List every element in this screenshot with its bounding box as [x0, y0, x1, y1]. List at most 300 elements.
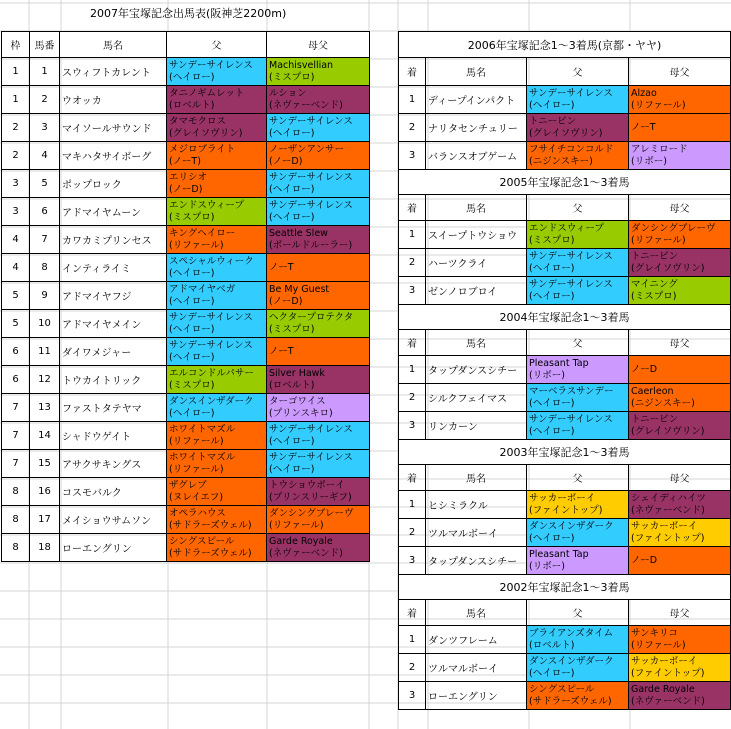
sire-cell — [167, 114, 267, 142]
sire-cell-lineage: (ヌレイエフ) — [169, 491, 224, 503]
header-waku: 枠 — [2, 32, 30, 58]
horse-name-cell: マキハタサイボーグ — [60, 142, 167, 170]
section-title-row — [399, 170, 731, 195]
sire-cell-name: オペラハウス — [169, 507, 226, 519]
header-rank: 着 — [399, 330, 426, 356]
dam-sire-cell — [267, 254, 370, 282]
dam-sire-cell-lineage: (ヘイロー) — [269, 211, 315, 223]
dam-sire-cell-lineage: (ヘイロー) — [269, 435, 315, 447]
waku-cell: 7 — [2, 394, 30, 422]
dam-sire-cell-lineage: (ノーD) — [269, 155, 303, 167]
dam-sire-cell-lineage: (リファール) — [631, 99, 686, 111]
waku-cell: 8 — [2, 478, 30, 506]
sire-cell — [527, 142, 629, 170]
dam-sire-cell-name: サンデーサイレンス — [269, 115, 353, 127]
dam-sire-cell-lineage: (ファイントップ) — [631, 532, 705, 544]
header-dam-sire: 母父 — [629, 465, 731, 491]
sire-cell — [527, 412, 629, 440]
sire-cell-lineage: (ヘイロー) — [529, 290, 575, 302]
sire-cell-lineage: (ヘイロー) — [529, 532, 575, 544]
dam-sire-cell-name: トニービン — [631, 250, 679, 262]
horse-name-cell: スウィフトカレント — [60, 58, 167, 86]
dam-sire-cell-lineage: (グレイソヴリン) — [631, 262, 705, 274]
waku-cell: 2 — [2, 142, 30, 170]
horse-number-cell: 9 — [30, 282, 60, 310]
result-row — [399, 412, 731, 440]
entry-row — [2, 198, 370, 226]
dam-sire-cell — [267, 450, 370, 478]
dam-sire-cell-lineage: (リファール) — [631, 234, 686, 246]
rank-cell: 2 — [399, 249, 426, 277]
sire-cell-lineage: (ヘイロー) — [169, 407, 215, 419]
sire-cell-lineage: (ヘイロー) — [169, 71, 215, 83]
horse-number-cell: 7 — [30, 226, 60, 254]
dam-sire-cell — [629, 491, 731, 519]
waku-cell: 4 — [2, 254, 30, 282]
horse-name-cell: ゼンノロブロイ — [426, 277, 527, 305]
dam-sire-cell — [629, 682, 731, 710]
horse-number-cell: 2 — [30, 86, 60, 114]
horse-name-cell: アサクサキングス — [60, 450, 167, 478]
header-sire: 父 — [527, 330, 629, 356]
waku-cell: 5 — [2, 310, 30, 338]
rank-cell: 3 — [399, 682, 426, 710]
sire-cell-lineage: (サドラーズウェル) — [169, 547, 252, 559]
sire-cell-lineage: (ニジンスキー) — [529, 155, 593, 167]
sire-cell-name: ダンスインザダーク — [529, 520, 614, 532]
horse-name-cell: シルクフェイマス — [426, 384, 527, 412]
horse-name-cell: ダイワメジャー — [60, 338, 167, 366]
section-title: 2005年宝塚記念1～3着馬 — [399, 170, 731, 195]
dam-sire-cell-name: サッカーボーイ — [631, 520, 698, 532]
dam-sire-cell — [267, 338, 370, 366]
sire-cell-name: ホワイトマズル — [169, 451, 236, 463]
section-header-row — [399, 600, 731, 626]
header-rank: 着 — [399, 195, 426, 221]
sire-cell-lineage: (ヘイロー) — [529, 667, 575, 679]
sire-cell — [167, 86, 267, 114]
dam-sire-cell — [267, 86, 370, 114]
sire-cell — [167, 478, 267, 506]
result-row — [399, 221, 731, 249]
dam-sire-cell-name: トニービン — [631, 413, 679, 425]
sire-cell — [167, 534, 267, 562]
rank-cell: 3 — [399, 277, 426, 305]
sire-cell-lineage: (ヘイロー) — [169, 267, 215, 279]
dam-sire-cell-lineage: (ネヴァーベンド) — [269, 547, 343, 559]
dam-sire-cell-lineage: (ヘイロー) — [269, 463, 315, 475]
dam-sire-cell — [629, 86, 731, 114]
section-header-row — [399, 58, 731, 86]
sire-cell — [167, 394, 267, 422]
waku-cell: 2 — [2, 114, 30, 142]
dam-sire-cell-name: サッカーボーイ — [631, 655, 698, 667]
sire-cell-lineage: (ヘイロー) — [169, 323, 215, 335]
waku-cell: 7 — [2, 422, 30, 450]
entry-row — [2, 366, 370, 394]
result-row — [399, 519, 731, 547]
dam-sire-cell — [629, 626, 731, 654]
sire-cell-lineage: (ヘイロー) — [529, 99, 575, 111]
section-header-row — [399, 330, 731, 356]
entry-row — [2, 142, 370, 170]
sire-cell-lineage: (グレイソヴリン) — [169, 127, 243, 139]
horse-name-cell: スイープトウショウ — [426, 221, 527, 249]
sire-cell-name: サンデーサイレンス — [529, 278, 613, 290]
sire-cell-name: フサイチコンコルド — [529, 143, 614, 155]
sire-cell-name: Pleasant Tap — [529, 357, 589, 369]
horse-number-cell: 8 — [30, 254, 60, 282]
result-row — [399, 249, 731, 277]
sire-cell-name: タニノギムレット — [169, 87, 245, 99]
dam-sire-cell-lineage: (リボー) — [631, 155, 667, 167]
horse-name-cell: ツルマルボーイ — [426, 654, 527, 682]
dam-sire-cell — [267, 394, 370, 422]
sire-cell-name: ザグレブ — [169, 479, 207, 491]
result-row — [399, 142, 731, 170]
dam-sire-cell — [267, 114, 370, 142]
header-dam-sire: 母父 — [629, 58, 731, 86]
header-sire: 父 — [527, 58, 629, 86]
dam-sire-cell-lineage: (プリンスキロ) — [269, 407, 333, 419]
header-name: 馬名 — [426, 600, 527, 626]
sire-cell — [527, 519, 629, 547]
dam-sire-cell-lineage: (ミスプロ) — [269, 71, 315, 83]
dam-sire-cell-lineage: (ネヴァーベンド) — [269, 99, 343, 111]
sire-cell-name: アドマイヤベガ — [169, 283, 236, 295]
dam-sire-cell — [267, 282, 370, 310]
sire-cell — [527, 626, 629, 654]
sire-cell-name: ダンスインザダーク — [169, 395, 254, 407]
rank-cell: 1 — [399, 356, 426, 384]
dam-sire-cell-lineage: (ニジンスキー) — [631, 397, 695, 409]
section-title: 2003年宝塚記念1～3着馬 — [399, 440, 731, 465]
section-title-row — [399, 575, 731, 600]
sire-cell — [167, 142, 267, 170]
dam-sire-cell — [267, 170, 370, 198]
sire-cell-name: サンデーサイレンス — [529, 87, 613, 99]
dam-sire-cell-lineage: (プリンスリーギフ) — [269, 491, 352, 503]
horse-number-cell: 15 — [30, 450, 60, 478]
horse-name-cell: カワカミプリンセス — [60, 226, 167, 254]
dam-sire-cell — [629, 412, 731, 440]
header-dam-sire: 母父 — [629, 195, 731, 221]
entry-row — [2, 282, 370, 310]
waku-cell: 5 — [2, 282, 30, 310]
sire-cell-name: ブライアンズタイム — [529, 627, 614, 639]
header-name: 馬名 — [426, 58, 527, 86]
sire-cell-lineage: (ロベルト) — [169, 99, 215, 111]
header-dam-sire: 母父 — [267, 32, 370, 58]
sire-cell-lineage: (リボー) — [529, 369, 565, 381]
horse-name-cell: コスモバルク — [60, 478, 167, 506]
sire-cell — [167, 450, 267, 478]
result-row — [399, 86, 731, 114]
dam-sire-cell — [267, 142, 370, 170]
rank-cell: 1 — [399, 491, 426, 519]
dam-sire-cell-name: サンデーサイレンス — [269, 199, 353, 211]
sire-cell — [167, 338, 267, 366]
horse-number-cell: 13 — [30, 394, 60, 422]
header-name: 馬名 — [60, 32, 167, 58]
horse-name-cell: ファストタテヤマ — [60, 394, 167, 422]
dam-sire-cell-name: ダンシングブレーヴ — [269, 507, 354, 519]
horse-name-cell: ハーツクライ — [426, 249, 527, 277]
header-rank: 着 — [399, 600, 426, 626]
entry-row — [2, 450, 370, 478]
dam-sire-cell-name: サンキリコ — [631, 627, 678, 639]
entry-row — [2, 310, 370, 338]
dam-sire-cell-name: ヘクタープロテクタ — [269, 311, 354, 323]
dam-sire-cell — [267, 226, 370, 254]
sire-cell — [167, 254, 267, 282]
waku-cell: 7 — [2, 450, 30, 478]
dam-sire-cell-name: シェイディハイツ — [631, 492, 707, 504]
dam-sire-cell — [267, 198, 370, 226]
sire-cell-lineage: (ノーD) — [169, 183, 203, 195]
dam-sire-cell-name: ダンシングブレーヴ — [631, 222, 716, 234]
result-row — [399, 384, 731, 412]
dam-sire-cell-lineage: (ネヴァーベンド) — [631, 695, 705, 707]
sire-cell-name: エリシオ — [169, 171, 208, 183]
dam-sire-cell-lineage: (ヘイロー) — [269, 127, 315, 139]
dam-sire-cell-name: ターゴワイス — [269, 395, 326, 407]
sire-cell-name: エンドスウィープ — [529, 222, 604, 234]
horse-number-cell: 11 — [30, 338, 60, 366]
sire-cell-name: サンデーサイレンス — [169, 339, 253, 351]
dam-sire-cell — [629, 277, 731, 305]
horse-name-cell: ローエングリン — [60, 534, 167, 562]
sire-cell-name: ホワイトマズル — [169, 423, 236, 435]
entry-row — [2, 422, 370, 450]
horse-name-cell: ツルマルボーイ — [426, 519, 527, 547]
dam-sire-cell-name: Be My Guest — [269, 283, 330, 295]
waku-cell: 4 — [2, 226, 30, 254]
dam-sire-cell-lineage: (ミスプロ) — [269, 323, 315, 335]
result-row — [399, 654, 731, 682]
sire-cell-lineage: (ロベルト) — [529, 639, 575, 651]
dam-sire-cell-lineage: (リファール) — [631, 639, 686, 651]
entry-row — [2, 226, 370, 254]
dam-sire-cell-name: ノーザンアンサー — [269, 143, 345, 155]
rank-cell: 2 — [399, 654, 426, 682]
sire-cell-name: Pleasant Tap — [529, 548, 589, 560]
dam-sire-cell — [629, 356, 731, 384]
entry-row — [2, 114, 370, 142]
horse-name-cell: ウオッカ — [60, 86, 167, 114]
sire-cell — [527, 277, 629, 305]
sire-cell-name: マーベラスサンデー — [529, 385, 614, 397]
entry-table-header — [2, 32, 370, 58]
result-row — [399, 547, 731, 575]
dam-sire-cell-name: ノーT — [631, 121, 656, 133]
sire-cell-name: サンデーサイレンス — [169, 311, 253, 323]
sire-cell-lineage: (リファール) — [169, 463, 224, 475]
horse-name-cell: ローエングリン — [426, 682, 527, 710]
rank-cell: 2 — [399, 384, 426, 412]
sire-cell — [527, 384, 629, 412]
sire-cell-lineage: (ミスプロ) — [169, 211, 215, 223]
dam-sire-cell — [629, 654, 731, 682]
horse-number-cell: 4 — [30, 142, 60, 170]
sire-cell-lineage: (ミスプロ) — [169, 379, 215, 391]
dam-sire-cell-name: ノーD — [631, 554, 658, 566]
sire-cell — [167, 226, 267, 254]
sire-cell — [527, 682, 629, 710]
section-title-row — [399, 305, 731, 330]
dam-sire-cell-name: Alzao — [631, 87, 657, 99]
left-table-title: 2007年宝塚記念出馬表(阪神芝2200m) — [90, 7, 287, 20]
result-row — [399, 277, 731, 305]
dam-sire-cell — [629, 142, 731, 170]
horse-number-cell: 6 — [30, 198, 60, 226]
dam-sire-cell — [267, 506, 370, 534]
header-sire: 父 — [527, 600, 629, 626]
dam-sire-cell-lineage: (グレイソヴリン) — [631, 425, 705, 437]
dam-sire-cell-name: マイニング — [631, 278, 678, 290]
dam-sire-cell-lineage: (ロベルト) — [269, 379, 315, 391]
rank-cell: 1 — [399, 221, 426, 249]
dam-sire-cell-name: ノーT — [269, 261, 294, 273]
sire-cell — [167, 282, 267, 310]
sire-cell-lineage: (ファイントップ) — [529, 504, 603, 516]
sire-cell — [167, 310, 267, 338]
sire-cell-lineage: (リボー) — [529, 560, 565, 572]
waku-cell: 6 — [2, 338, 30, 366]
header-name: 馬名 — [426, 330, 527, 356]
dam-sire-cell-lineage: (リファール) — [269, 519, 324, 531]
horse-name-cell: マイソールサウンド — [60, 114, 167, 142]
header-rank: 着 — [399, 465, 426, 491]
sire-cell-name: エルコンドルパサー — [169, 367, 254, 379]
sire-cell — [527, 491, 629, 519]
rank-cell: 3 — [399, 412, 426, 440]
header-name: 馬名 — [426, 465, 527, 491]
horse-name-cell: トウカイトリック — [60, 366, 167, 394]
result-row — [399, 356, 731, 384]
dam-sire-cell-lineage: (ヘイロー) — [269, 183, 315, 195]
horse-name-cell: ヒシミラクル — [426, 491, 527, 519]
dam-sire-cell-name: Caerleon — [631, 385, 674, 397]
entry-row — [2, 170, 370, 198]
result-row — [399, 626, 731, 654]
sire-cell-lineage: (リファール) — [169, 239, 224, 251]
horse-number-cell: 18 — [30, 534, 60, 562]
section-title-row — [399, 32, 731, 58]
dam-sire-cell-name: サンデーサイレンス — [269, 451, 353, 463]
horse-name-cell: メイショウサムソン — [60, 506, 167, 534]
dam-sire-cell — [629, 114, 731, 142]
dam-sire-cell — [267, 366, 370, 394]
dam-sire-cell-name: ノーT — [269, 345, 294, 357]
result-row — [399, 682, 731, 710]
section-header-row — [399, 195, 731, 221]
horse-number-cell: 10 — [30, 310, 60, 338]
dam-sire-cell-lineage: (ネヴァーベンド) — [631, 504, 705, 516]
dam-sire-cell-lineage: (ノーD) — [269, 295, 303, 307]
rank-cell: 3 — [399, 547, 426, 575]
sire-cell-name: ダンスインザダーク — [529, 655, 614, 667]
dam-sire-cell-name: ノーD — [631, 363, 658, 375]
section-title-row — [399, 440, 731, 465]
header-name: 馬名 — [426, 195, 527, 221]
entry-row — [2, 534, 370, 562]
dam-sire-cell — [267, 422, 370, 450]
horse-name-cell: インティライミ — [60, 254, 167, 282]
horse-name-cell: ポップロック — [60, 170, 167, 198]
dam-sire-cell — [629, 519, 731, 547]
entry-row — [2, 58, 370, 86]
dam-sire-cell-name: アレミロード — [631, 143, 688, 155]
section-title: 2006年宝塚記念1～3着馬(京都・ヤヤ) — [399, 32, 731, 58]
horse-name-cell: ダンツフレーム — [426, 626, 527, 654]
dam-sire-cell — [267, 478, 370, 506]
sire-cell — [527, 86, 629, 114]
sire-cell — [167, 506, 267, 534]
header-num: 馬番 — [30, 32, 60, 58]
header-sire: 父 — [167, 32, 267, 58]
sire-cell-name: サンデーサイレンス — [529, 413, 613, 425]
sire-cell-name: タマモクロス — [169, 115, 227, 127]
sire-cell-lineage: (ヘイロー) — [169, 351, 215, 363]
dam-sire-cell — [629, 384, 731, 412]
sire-cell-lineage: (ヘイロー) — [529, 425, 575, 437]
waku-cell: 6 — [2, 366, 30, 394]
dam-sire-cell — [629, 249, 731, 277]
section-header-row — [399, 465, 731, 491]
entry-row — [2, 254, 370, 282]
header-dam-sire: 母父 — [629, 330, 731, 356]
dam-sire-cell-name: サンデーサイレンス — [269, 171, 353, 183]
sire-cell-lineage: (ミスプロ) — [529, 234, 575, 246]
horse-name-cell: タップダンスシチー — [426, 356, 527, 384]
dam-sire-cell — [629, 547, 731, 575]
dam-sire-cell — [267, 58, 370, 86]
sire-cell — [167, 366, 267, 394]
sire-cell-lineage: (ヘイロー) — [169, 295, 215, 307]
horse-number-cell: 5 — [30, 170, 60, 198]
sire-cell — [527, 547, 629, 575]
sire-cell-name: メジロブライト — [169, 143, 236, 155]
sire-cell — [167, 422, 267, 450]
dam-sire-cell-name: Seattle Slew — [269, 227, 328, 239]
sire-cell — [527, 249, 629, 277]
rank-cell: 2 — [399, 519, 426, 547]
rank-cell: 1 — [399, 626, 426, 654]
sire-cell-name: キングヘイロー — [169, 227, 236, 239]
waku-cell: 8 — [2, 534, 30, 562]
horse-name-cell: シャドウゲイト — [60, 422, 167, 450]
waku-cell: 3 — [2, 198, 30, 226]
entry-table — [1, 31, 370, 562]
sire-cell-lineage: (ヘイロー) — [529, 262, 575, 274]
dam-sire-cell-name: Garde Royale — [631, 683, 695, 695]
horse-number-cell: 16 — [30, 478, 60, 506]
waku-cell: 8 — [2, 506, 30, 534]
sire-cell-name: スペシャルウィーク — [169, 255, 254, 267]
sire-cell-lineage: (ヘイロー) — [529, 397, 575, 409]
horse-name-cell: リンカーン — [426, 412, 527, 440]
dam-sire-cell-lineage: (ファイントップ) — [631, 667, 705, 679]
entry-row — [2, 86, 370, 114]
sire-cell-name: サッカーボーイ — [529, 492, 596, 504]
dam-sire-cell-name: Garde Royale — [269, 535, 333, 547]
dam-sire-cell — [629, 221, 731, 249]
dam-sire-cell-name: Silver Hawk — [269, 367, 325, 379]
sire-cell — [167, 170, 267, 198]
sire-cell-name: サンデーサイレンス — [169, 59, 253, 71]
entry-row — [2, 506, 370, 534]
